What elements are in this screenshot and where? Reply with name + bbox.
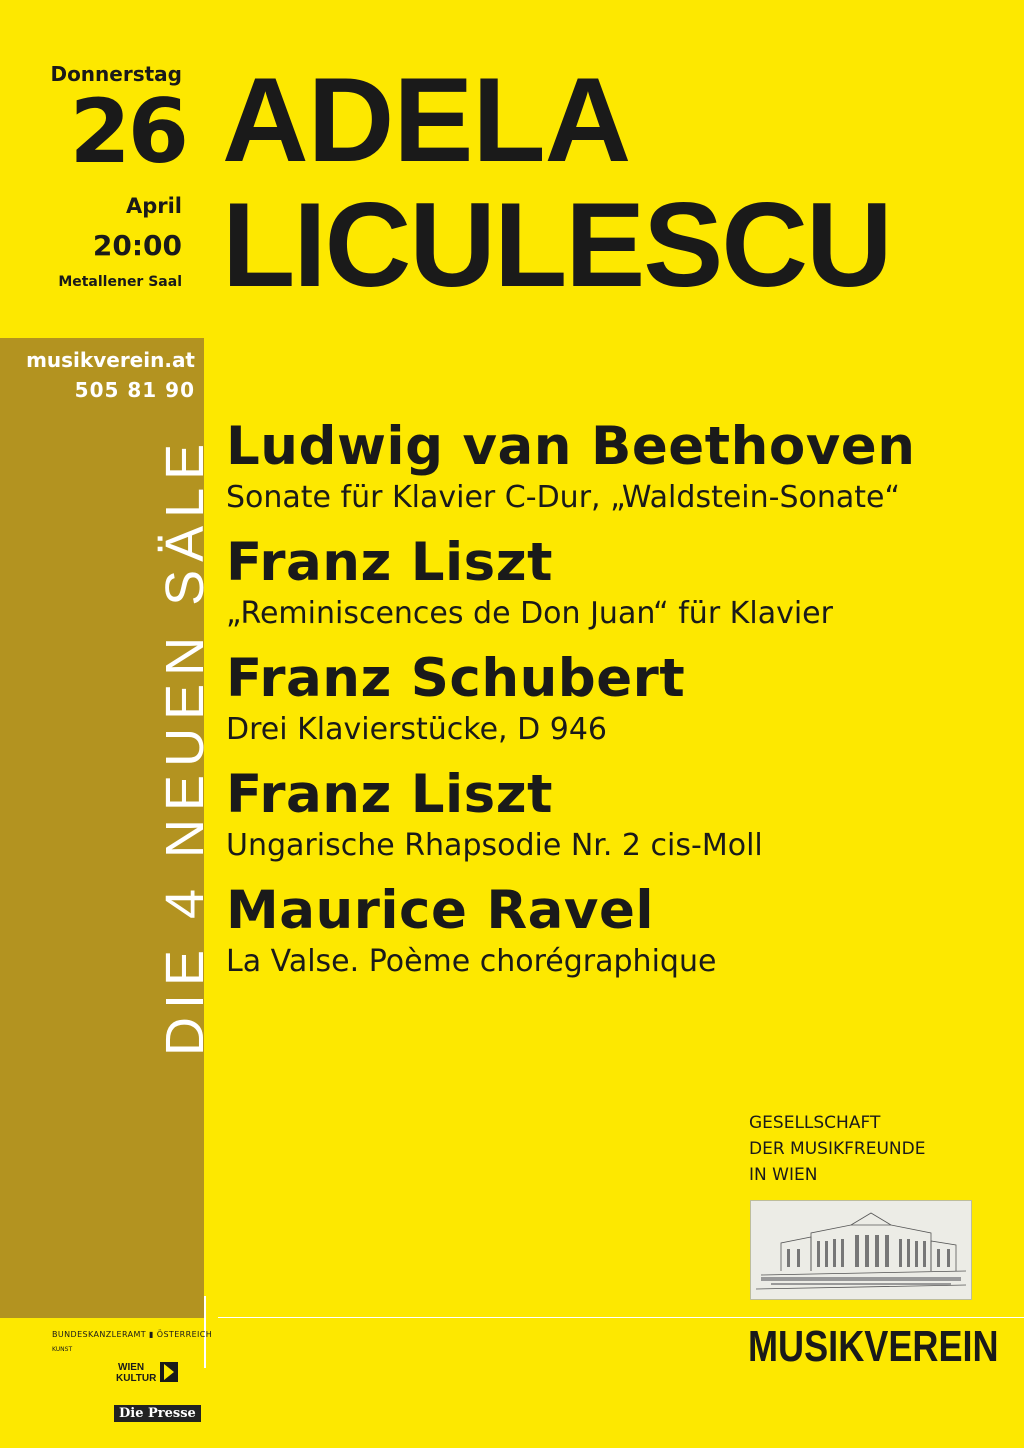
- program-item: [226, 532, 1006, 634]
- musikverein-logo: MUSIKVEREIN: [748, 1322, 999, 1371]
- phone-number: 505 81 90: [74, 378, 195, 402]
- wien-kultur-logo: [116, 1360, 180, 1384]
- website-link[interactable]: musikverein.at: [26, 348, 195, 372]
- bundeskanzleramt-sublabel: KUNST: [52, 1346, 73, 1353]
- composer-name: Franz Schubert: [226, 648, 686, 709]
- program-list: [226, 416, 1006, 996]
- program-item: [226, 648, 1006, 750]
- society-name: [749, 1110, 925, 1188]
- bundeskanzleramt-logo: BUNDESKANZLERAMT ▮ ÖSTERREICH: [52, 1330, 213, 1339]
- composer-name: Ludwig van Beethoven: [226, 416, 916, 477]
- society-line: DER MUSIKFREUNDE: [749, 1139, 926, 1159]
- composer-name: Franz Liszt: [226, 764, 553, 825]
- program-item: [226, 764, 1006, 866]
- artist-first-name: ADELA: [222, 53, 631, 187]
- event-weekday: Donnerstag: [50, 62, 182, 86]
- event-time: 20:00: [92, 229, 182, 262]
- svg-text:KULTUR: KULTUR: [116, 1373, 157, 1384]
- musikverein-building-image: [750, 1200, 972, 1300]
- artist-last-name: LICULESCU: [222, 178, 891, 312]
- society-line: GESELLSCHAFT: [749, 1113, 881, 1133]
- event-venue: Metallener Saal: [58, 274, 182, 290]
- work-title: Sonate für Klavier C-Dur, „Waldstein-Sonate“: [226, 480, 901, 515]
- die-presse-logo: Die Presse: [114, 1405, 201, 1422]
- series-title: DIE 4 NEUEN SÄLE: [155, 435, 215, 1056]
- composer-name: Maurice Ravel: [226, 880, 655, 941]
- work-title: Drei Klavierstücke, D 946: [226, 712, 608, 747]
- work-title: Ungarische Rhapsodie Nr. 2 cis-Moll: [226, 828, 763, 863]
- society-line: IN WIEN: [749, 1165, 818, 1185]
- work-title: „Reminiscences de Don Juan“ für Klavier: [226, 596, 833, 631]
- work-title: La Valse. Poème chorégraphique: [226, 944, 717, 979]
- svg-text:WIEN: WIEN: [118, 1362, 145, 1373]
- divider-line: [218, 1317, 1024, 1318]
- event-day: 26: [69, 80, 186, 183]
- program-item: [226, 880, 1006, 982]
- event-month: April: [125, 194, 182, 218]
- composer-name: Franz Liszt: [226, 532, 553, 593]
- program-item: [226, 416, 1006, 518]
